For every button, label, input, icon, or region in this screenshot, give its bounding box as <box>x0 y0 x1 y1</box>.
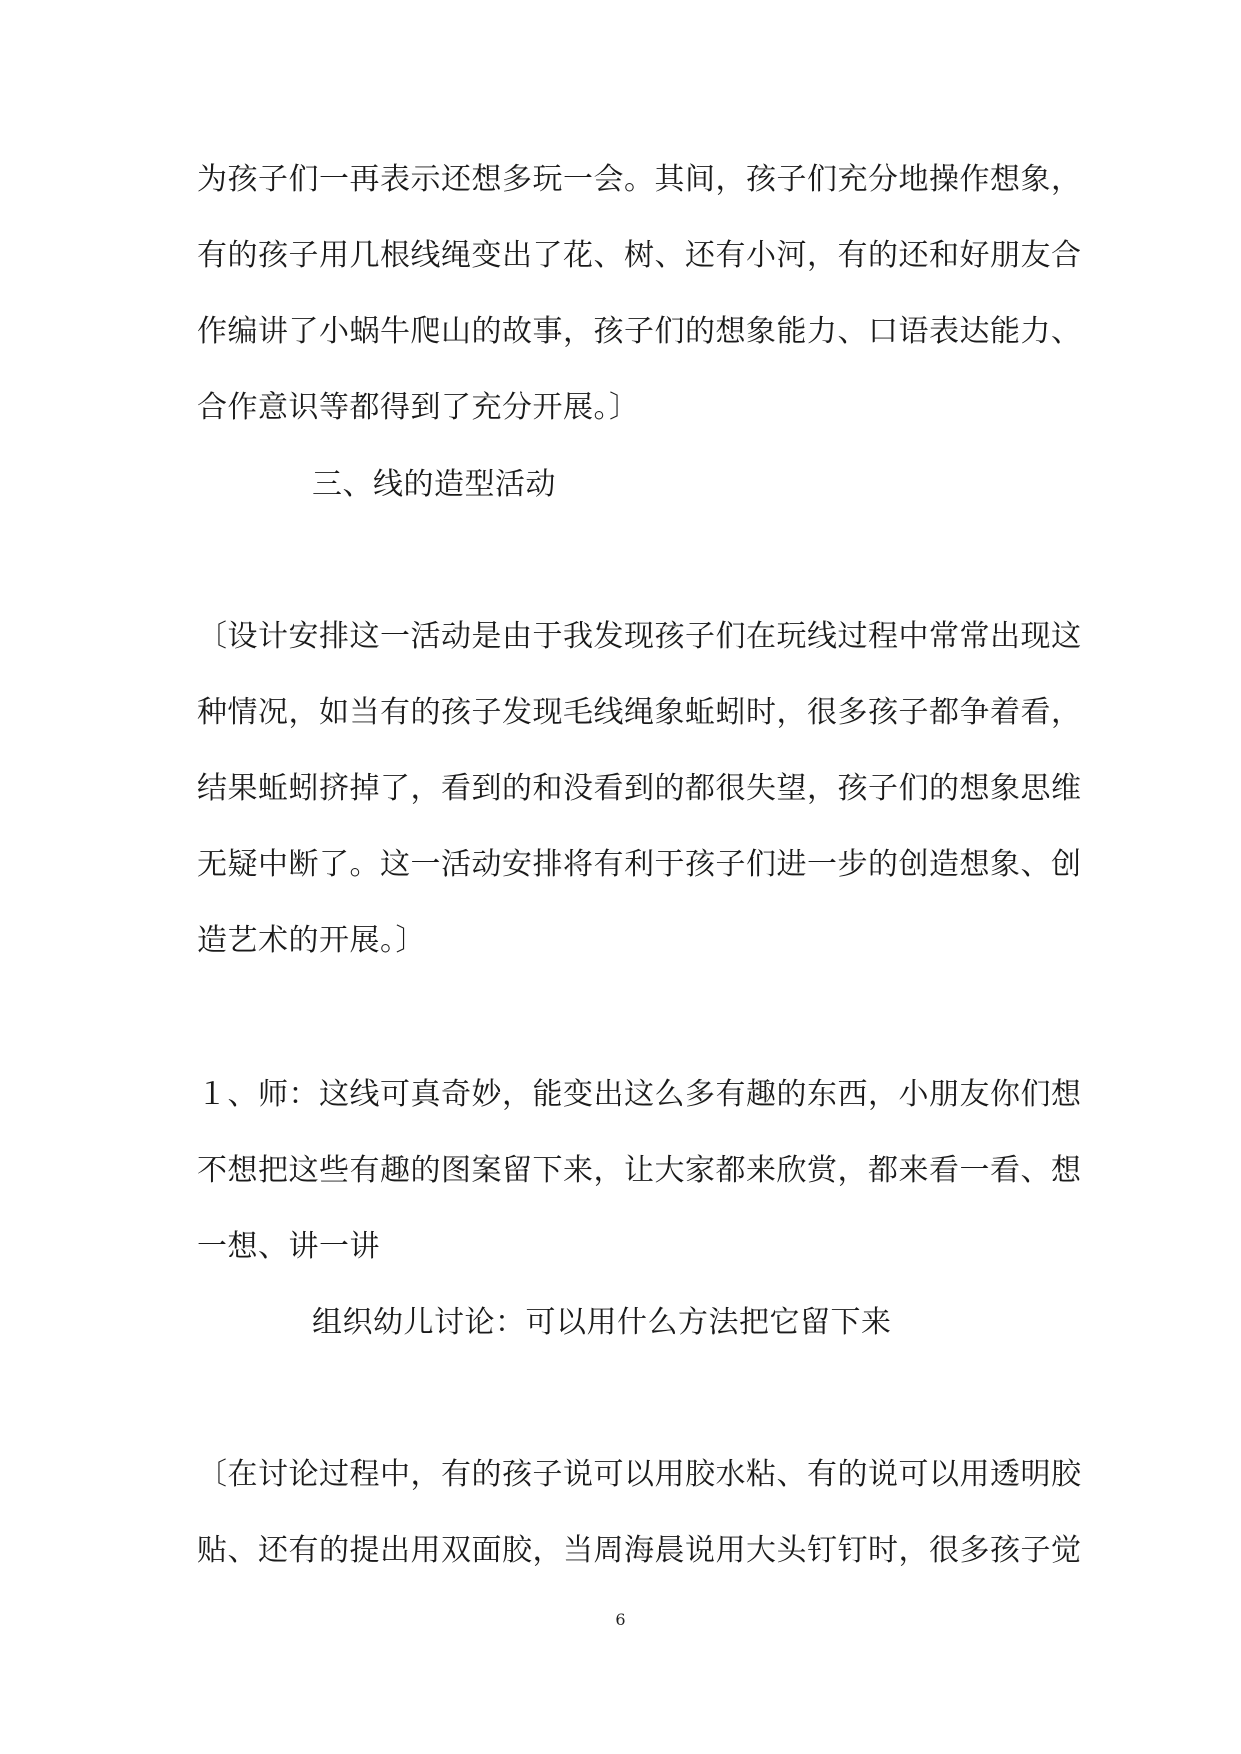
text-line: 结果蚯蚓挤掉了，看到的和没看到的都很失望，孩子们的想象思维 <box>197 771 1082 806</box>
text-line: 不想把这些有趣的图案留下来，让大家都来欣赏，都来看一看、想 <box>197 1153 1082 1188</box>
text-line: 无疑中断了。这一活动安排将有利于孩子们进一步的创造想象、创 <box>197 847 1082 882</box>
text-line: 〔在讨论过程中，有的孩子说可以用胶水粘、有的说可以用透明胶 <box>197 1457 1082 1492</box>
text-line: 〔设计安排这一活动是由于我发现孩子们在玩线过程中常常出现这 <box>197 619 1082 654</box>
text-line: 作编讲了小蜗牛爬山的故事，孩子们的想象能力、口语表达能力、 <box>197 314 1082 349</box>
section-heading: 三、线的造型活动 <box>312 467 556 502</box>
text-line: 造艺术的开展。〕 <box>197 923 426 958</box>
text-line: １、师：这线可真奇妙，能变出这么多有趣的东西，小朋友你们想 <box>197 1077 1082 1112</box>
text-line: 合作意识等都得到了充分开展。〕 <box>197 390 640 425</box>
page-number: 6 <box>615 1610 626 1629</box>
text-line: 贴、还有的提出用双面胶，当周海晨说用大头钉钉时，很多孩子觉 <box>197 1533 1082 1568</box>
text-line: 组织幼儿讨论：可以用什么方法把它留下来 <box>312 1305 892 1340</box>
text-line: 为孩子们一再表示还想多玩一会。其间，孩子们充分地操作想象， <box>197 162 1082 197</box>
text-line: 有的孩子用几根线绳变出了花、树、还有小河，有的还和好朋友合 <box>197 238 1082 273</box>
text-line: 种情况，如当有的孩子发现毛线绳象蚯蚓时，很多孩子都争着看， <box>197 695 1082 730</box>
text-line: 一想、讲一讲 <box>197 1229 380 1264</box>
